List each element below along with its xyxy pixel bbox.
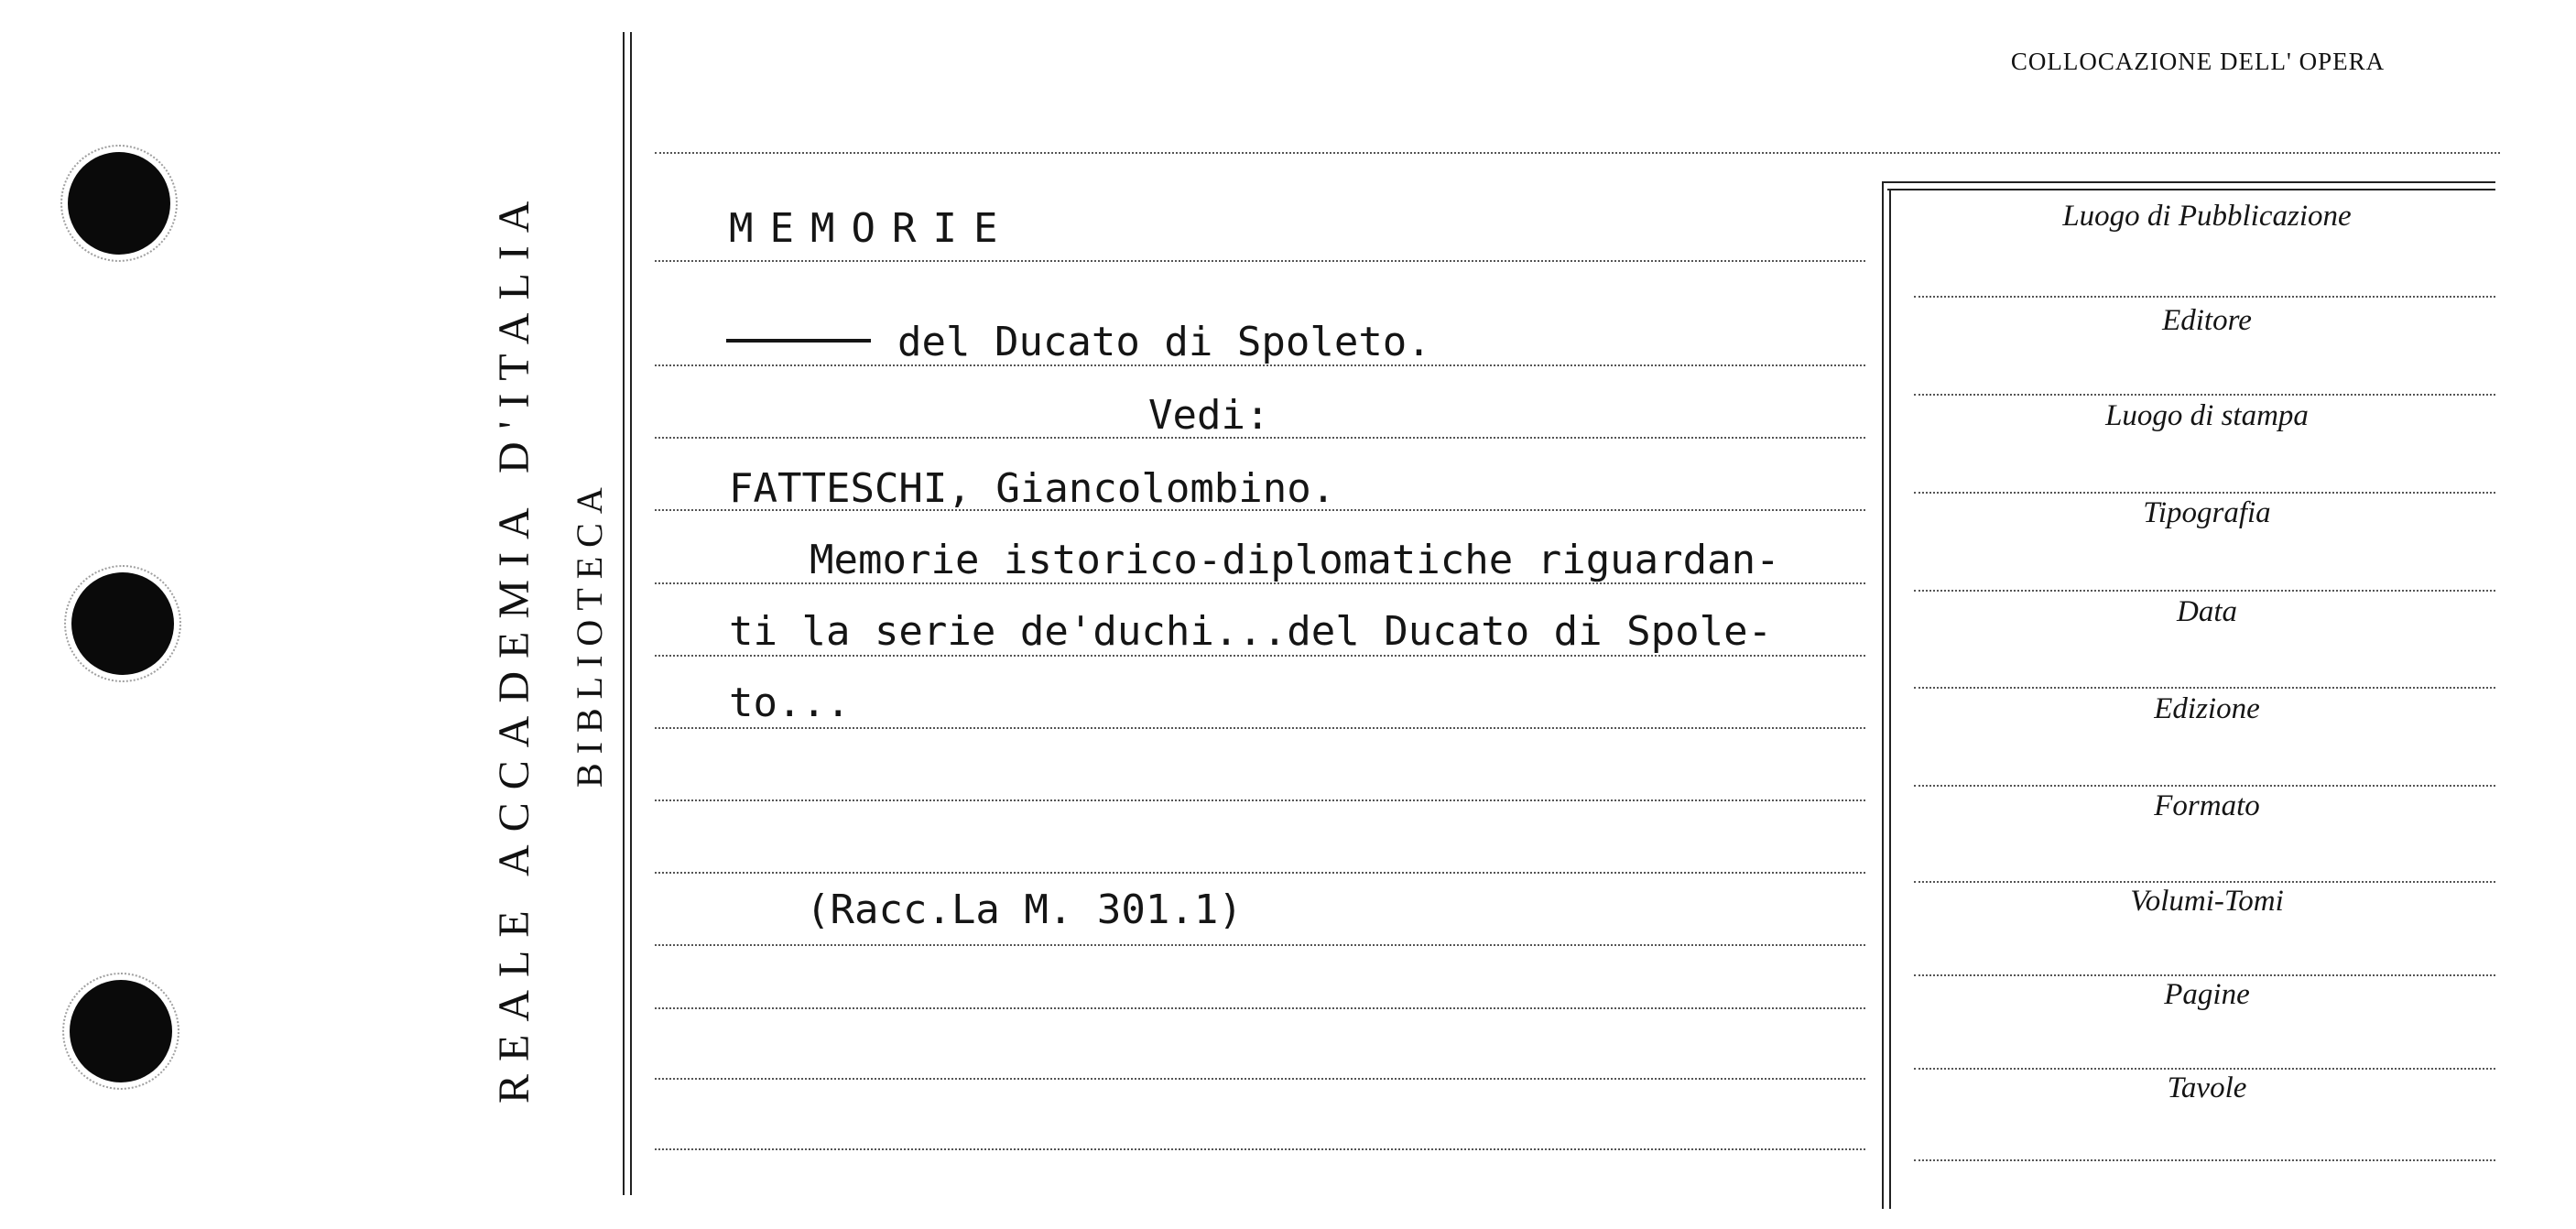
entry-heading: MEMORIE: [729, 205, 1015, 252]
panel-rule-a: [1882, 181, 1884, 1209]
field-data: Data: [2177, 595, 2237, 628]
entry-line-6: [655, 655, 1865, 657]
punch-hole-bottom: [70, 980, 172, 1082]
field-tipografia: Tipografia: [2143, 496, 2271, 529]
entry-line-8: [655, 799, 1865, 801]
field-luogo-stampa: Luogo di stampa: [2105, 399, 2309, 432]
field-formato: Formato: [2154, 789, 2260, 822]
panel-top-rule-b: [1887, 189, 2495, 190]
entry-line-13: [655, 1148, 1865, 1150]
entry-line-7: [655, 727, 1865, 729]
heading-repeat-dash: [726, 339, 871, 343]
left-double-rule-a: [623, 32, 625, 1195]
institution-name: REALE ACCADEMIA D'ITALIA: [490, 188, 538, 1104]
entry-line-1: [655, 260, 1865, 262]
field-line-5: [1914, 687, 2495, 689]
entry-line-10: [655, 944, 1865, 946]
field-tavole: Tavole: [2167, 1071, 2247, 1104]
see-reference: Vedi:: [1148, 392, 1270, 439]
top-dotted-line: [655, 152, 2500, 154]
punch-hole-middle: [71, 572, 174, 675]
institution-department: BIBLIOTECA: [569, 478, 610, 788]
field-line-7: [1914, 881, 2495, 883]
field-line-10: [1914, 1159, 2495, 1161]
panel-rule-b: [1889, 189, 1891, 1209]
entry-title-line-2: ti la serie de'duchi...del Ducato di Spole-: [729, 608, 1773, 655]
entry-title-line-1: Memorie istorico-diplomatiche riguardan-: [810, 537, 1780, 583]
field-editore: Editore: [2162, 304, 2252, 337]
entry-author: FATTESCHI, Giancolombino.: [729, 465, 1336, 512]
left-double-rule-b: [630, 32, 632, 1195]
collocazione-label: COLLOCAZIONE DELL' OPERA: [2010, 48, 2386, 75]
field-line-2: [1914, 394, 2495, 396]
field-line-4: [1914, 590, 2495, 592]
field-volumi-tomi: Volumi-Tomi: [2130, 885, 2284, 918]
field-line-9: [1914, 1068, 2495, 1070]
field-line-8: [1914, 974, 2495, 976]
field-line-3: [1914, 492, 2495, 494]
field-pagine: Pagine: [2164, 978, 2250, 1011]
field-line-1: [1914, 296, 2495, 298]
entry-line-9: [655, 872, 1865, 874]
field-edizione: Edizione: [2154, 692, 2260, 725]
field-line-6: [1914, 785, 2495, 787]
entry-line-11: [655, 1007, 1865, 1009]
entry-line-12: [655, 1078, 1865, 1080]
shelfmark: (Racc.La M. 301.1): [806, 886, 1243, 933]
entry-title-line-3: to...: [729, 680, 851, 726]
field-luogo-pubblicazione: Luogo di Pubblicazione: [2062, 200, 2352, 233]
punch-hole-top: [68, 152, 170, 255]
panel-top-rule-a: [1882, 181, 2495, 183]
entry-subheading: del Ducato di Spoleto.: [897, 319, 1431, 365]
